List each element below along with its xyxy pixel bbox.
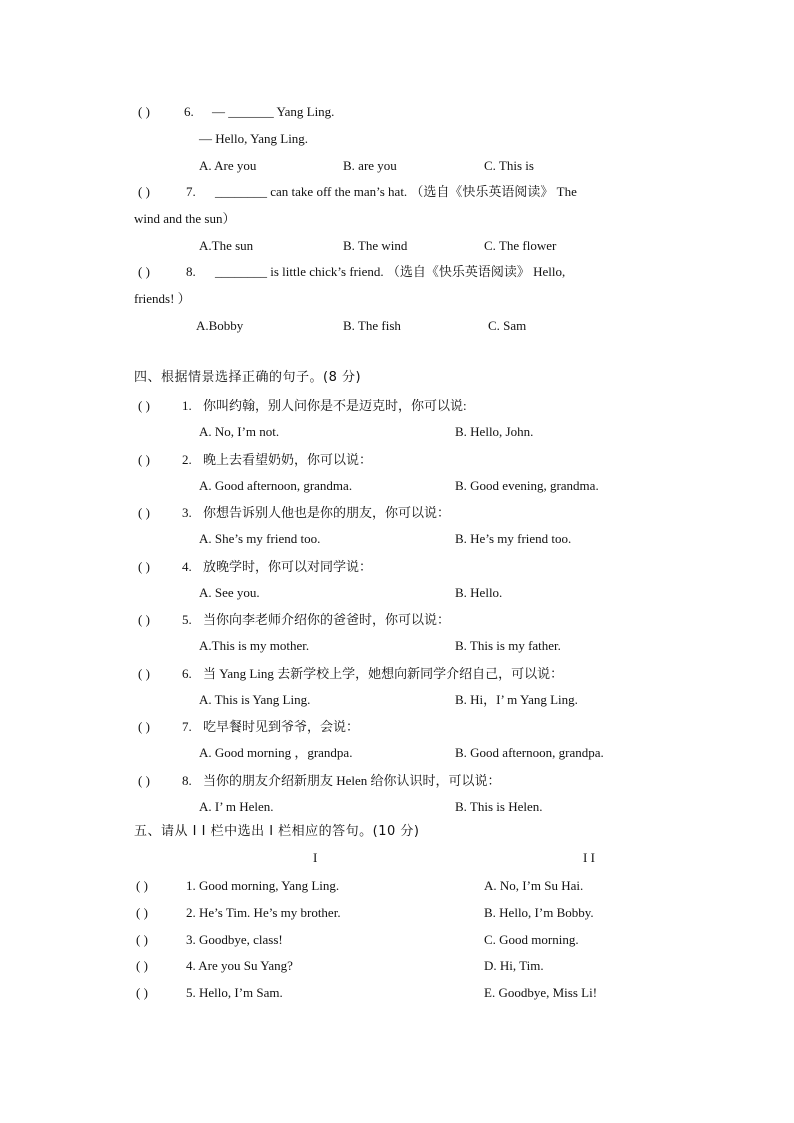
s4-q2-number: 2. bbox=[182, 452, 192, 467]
s5-row3-answer: C. Good morning. bbox=[484, 932, 579, 947]
s4-q8-number: 8. bbox=[182, 773, 192, 788]
s4-q4-question: 放晚学时，你可以对同学说： bbox=[203, 559, 373, 574]
q7-option-a: A.The sun bbox=[199, 238, 254, 253]
s4-q4-paren[interactable]: ( ) bbox=[138, 559, 150, 574]
s5-row1-answer: A. No, I’m Su Hai. bbox=[484, 878, 584, 893]
s5-row5-answer: E. Goodbye, Miss Li! bbox=[484, 985, 598, 1000]
s5-row2-question: 2. He’s Tim. He’s my brother. bbox=[186, 905, 341, 920]
s5-row4-answer: D. Hi, Tim. bbox=[484, 958, 544, 973]
s4-q4-option-a: A. See you. bbox=[199, 585, 260, 600]
s4-q3-paren[interactable]: ( ) bbox=[138, 505, 150, 520]
s4-q2-paren[interactable]: ( ) bbox=[138, 452, 150, 467]
s4-q5-question: 当你向李老师介绍你的爸爸时，你可以说： bbox=[203, 612, 451, 627]
q7-option-b: B. The wind bbox=[343, 238, 408, 253]
q6-paren[interactable]: ( ) bbox=[138, 104, 150, 119]
q8-prompt: ________ is little chick’s friend. （选自《快乐英语阅读》 Hello, bbox=[215, 264, 566, 279]
s4-q1-option-a: A. No, I’m not. bbox=[199, 424, 280, 439]
q7-paren[interactable]: ( ) bbox=[138, 184, 150, 199]
s5-row3-paren[interactable]: ( ) bbox=[136, 932, 148, 947]
column-ii-header: I I bbox=[583, 850, 595, 865]
s4-q6-question: 当 Yang Ling 去新学校上学，她想向新同学介绍自己，可以说： bbox=[203, 666, 564, 681]
q7-number: 7. bbox=[186, 184, 196, 199]
s4-q3-option-a: A. She’s my friend too. bbox=[199, 531, 321, 546]
s4-q3-option-b: B. He’s my friend too. bbox=[455, 531, 572, 546]
s4-q4-option-b: B. Hello. bbox=[455, 585, 503, 600]
s4-q6-paren[interactable]: ( ) bbox=[138, 666, 150, 681]
s4-q1-option-b: B. Hello, John. bbox=[455, 424, 534, 439]
q7-prompt: ________ can take off the man’s hat. （选自《快乐英语阅读》 The bbox=[215, 184, 577, 199]
s4-q8-paren[interactable]: ( ) bbox=[138, 773, 150, 788]
section4-title: 四、根据情景选择正确的句子。(8 分) bbox=[134, 370, 362, 385]
q8-paren[interactable]: ( ) bbox=[138, 264, 150, 279]
s4-q1-number: 1. bbox=[182, 398, 192, 413]
s4-q6-number: 6. bbox=[182, 666, 192, 681]
column-i-header: I bbox=[313, 850, 318, 865]
s4-q6-option-b: B. Hi，I’ m Yang Ling. bbox=[455, 692, 578, 707]
s4-q7-paren[interactable]: ( ) bbox=[138, 719, 150, 734]
s4-q2-option-b: B. Good evening, grandma. bbox=[455, 478, 599, 493]
q8-option-b: B. The fish bbox=[343, 318, 401, 333]
s5-row3-question: 3. Goodbye, class! bbox=[186, 932, 283, 947]
s4-q7-option-b: B. Good afternoon, grandpa. bbox=[455, 745, 604, 760]
s4-q8-option-a: A. I’ m Helen. bbox=[199, 799, 274, 814]
s4-q2-option-a: A. Good afternoon, grandma. bbox=[199, 478, 353, 493]
s4-q7-option-a: A. Good morning ，grandpa. bbox=[199, 745, 353, 760]
s4-q5-paren[interactable]: ( ) bbox=[138, 612, 150, 627]
s5-row1-question: 1. Good morning, Yang Ling. bbox=[186, 878, 340, 893]
s4-q1-question: 你叫约翰，别人问你是不是迈克时，你可以说: bbox=[203, 398, 467, 413]
s4-q5-option-b: B. This is my father. bbox=[455, 638, 561, 653]
s4-q3-question: 你想告诉别人他也是你的朋友，你可以说： bbox=[203, 505, 451, 520]
s5-row5-paren[interactable]: ( ) bbox=[136, 985, 148, 1000]
q7-prompt-cont: wind and the sun） bbox=[134, 211, 236, 226]
s4-q5-number: 5. bbox=[182, 612, 192, 627]
q8-option-a: A.Bobby bbox=[196, 318, 244, 333]
q6-prompt: — _______ Yang Ling. bbox=[212, 104, 335, 119]
s4-q5-option-a: A.This is my mother. bbox=[199, 638, 310, 653]
s4-q1-paren[interactable]: ( ) bbox=[138, 398, 150, 413]
s5-row4-paren[interactable]: ( ) bbox=[136, 958, 148, 973]
q8-number: 8. bbox=[186, 264, 196, 279]
s5-row2-paren[interactable]: ( ) bbox=[136, 905, 148, 920]
q6-option-a: A. Are you bbox=[199, 158, 257, 173]
s4-q6-option-a: A. This is Yang Ling. bbox=[199, 692, 311, 707]
s4-q8-option-b: B. This is Helen. bbox=[455, 799, 543, 814]
q8-prompt-cont: friends! ） bbox=[134, 291, 191, 306]
q6-option-b: B. are you bbox=[343, 158, 397, 173]
q6-option-c: C. This is bbox=[484, 158, 534, 173]
section5-title: 五、请从 I I 栏中选出 I 栏相应的答句。(10 分) bbox=[134, 824, 420, 839]
q7-option-c: C. The flower bbox=[484, 238, 557, 253]
s4-q4-number: 4. bbox=[182, 559, 192, 574]
s5-row5-question: 5. Hello, I’m Sam. bbox=[186, 985, 283, 1000]
q6-number: 6. bbox=[184, 104, 194, 119]
s5-row2-answer: B. Hello, I’m Bobby. bbox=[484, 905, 594, 920]
s4-q2-question: 晚上去看望奶奶，你可以说： bbox=[203, 452, 373, 467]
s5-row4-question: 4. Are you Su Yang? bbox=[186, 958, 293, 973]
s4-q8-question: 当你的朋友介绍新朋友 Helen 给你认识时，可以说： bbox=[203, 773, 501, 788]
s4-q3-number: 3. bbox=[182, 505, 192, 520]
s4-q7-number: 7. bbox=[182, 719, 192, 734]
s4-q7-question: 吃早餐时见到爷爷，会说： bbox=[203, 719, 360, 734]
s5-row1-paren[interactable]: ( ) bbox=[136, 878, 148, 893]
q6-reply: — Hello, Yang Ling. bbox=[199, 131, 309, 146]
q8-option-c: C. Sam bbox=[488, 318, 527, 333]
